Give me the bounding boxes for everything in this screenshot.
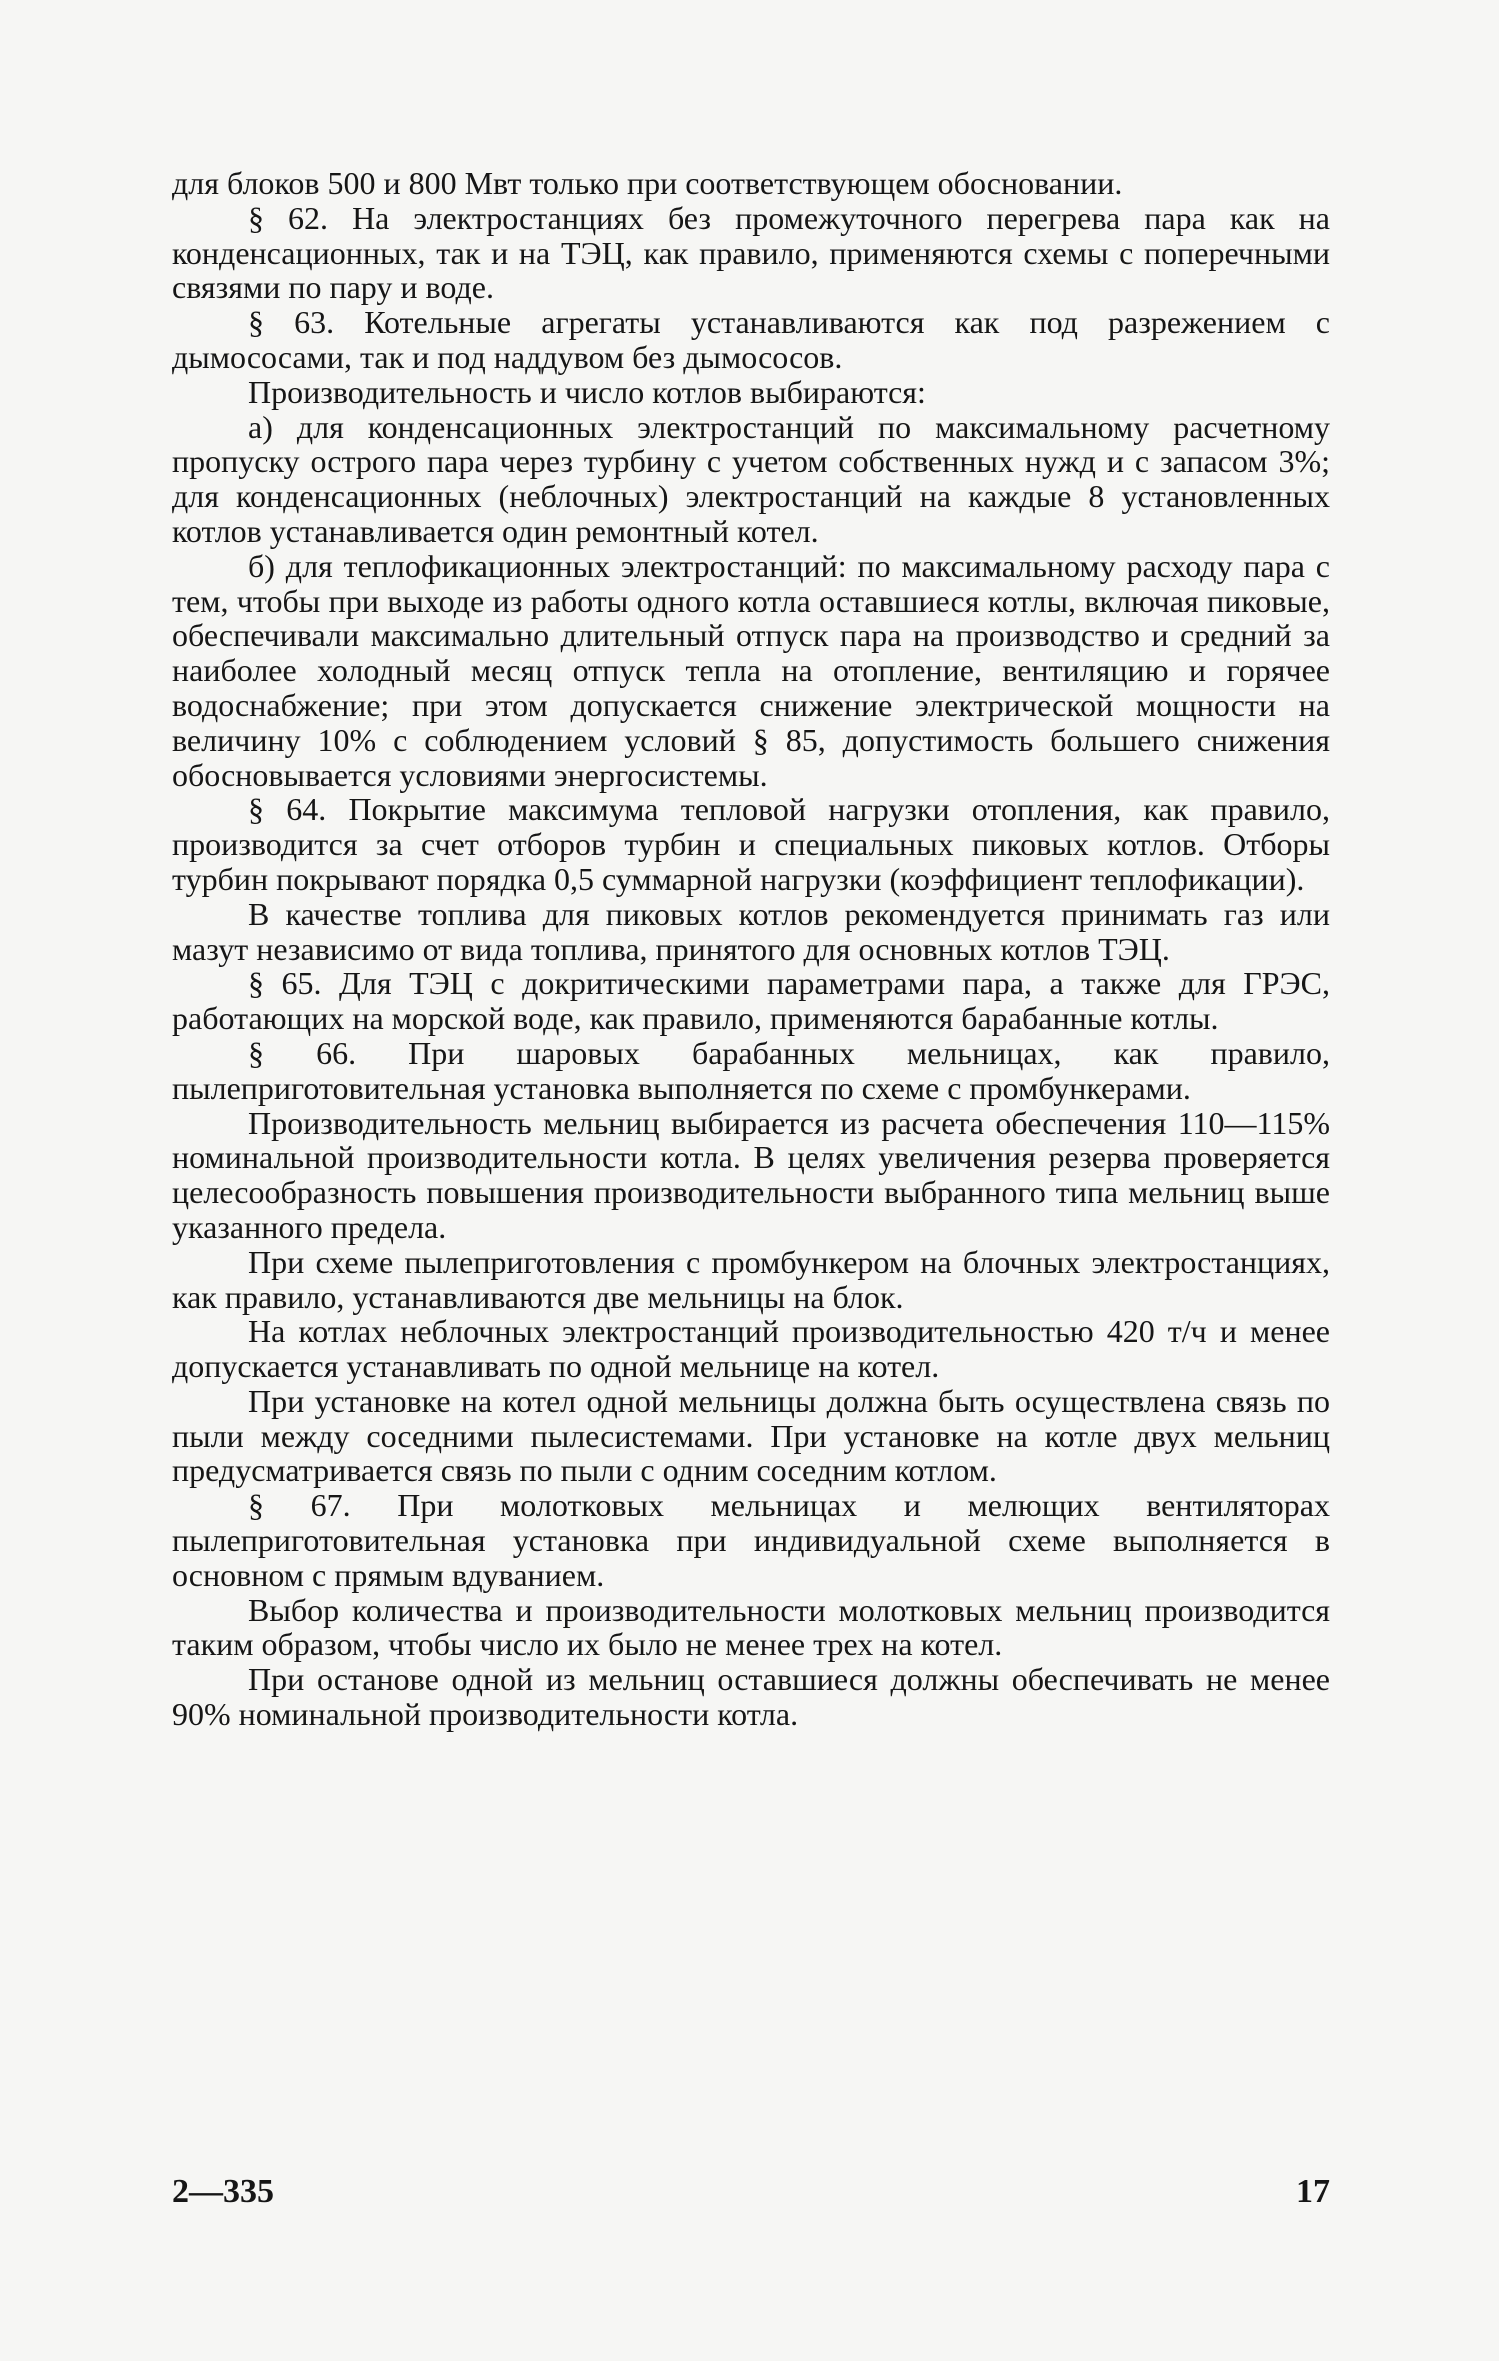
paragraph: В качестве топлива для пиковых котлов рекомендуется принимать газ или мазут независимо от вида топлива, принятого для основных котлов ТЭЦ. bbox=[172, 895, 1330, 967]
paragraph: Производительность и число котлов выбираются: bbox=[248, 373, 926, 410]
paragraph: б) для теплофикационных электростанций: по максимальному расходу пара с тем, чтобы при выходе из работы одного котла оставшиеся котлы, включая пиковые, обеспечивали максимально длительный отпуск пара на производство и средний за наиболее холодный месяц отпуск тепла на отопление, вентиляцию и горячее водоснабжение; при этом допускается снижение электрической мощности на величину 10% с соблюдением условий § 85, допустимость большего снижения обосновывается условиями энергосистемы. bbox=[172, 547, 1330, 793]
paragraph: § 64. Покрытие максимума тепловой нагрузки отопления, как правило, производится за счет отборов турбин и специальных пиковых котлов. Отборы турбин покрывают порядка 0,5 суммарной нагрузки (коэффициент теплофикации). bbox=[172, 791, 1330, 897]
signature-mark: 2—335 bbox=[172, 2173, 274, 2210]
paragraph: При установке на котел одной мельницы должна быть осуществлена связь по пыли между соседними пылесистемами. При установке на котле двух мельниц предусматривается связь по пыли с одним соседним котлом. bbox=[172, 1382, 1330, 1489]
page-number: 17 bbox=[1296, 2173, 1330, 2210]
paragraph: На котлах неблочных электростанций производительностью 420 т/ч и менее допускается устанавливать по одной мельнице на котел. bbox=[172, 1313, 1330, 1385]
paragraph: § 66. При шаровых барабанных мельницах, как правило, пылеприготовительная установка выполняется по схеме с промбункерами. bbox=[172, 1034, 1330, 1106]
paragraph: При схеме пылеприготовления с промбункером на блочных электростанциях, как правило, устанавливаются две мельницы на блок. bbox=[172, 1243, 1330, 1315]
paragraph: Производительность мельниц выбирается из расчета обеспечения 110—115% номинальной производительности котла. В целях увеличения резерва проверяется целесообразность повышения производительности выбранного типа мельниц выше указанного предела. bbox=[172, 1104, 1330, 1245]
paragraph: Выбор количества и производительности молотковых мельниц производится таким образом, чтобы число их было не менее трех на котел. bbox=[172, 1591, 1330, 1663]
paragraph: для блоков 500 и 800 Мвт только при соответствующем обосновании. bbox=[172, 165, 1123, 201]
body-text bbox=[172, 166, 1330, 1732]
paragraph: При останове одной из мельниц оставшиеся должны обеспечивать не менее 90% номинальной производительности котла. bbox=[172, 1661, 1330, 1733]
paragraph: § 67. При молотковых мельницах и мелющих вентиляторах пылеприготовительная установка при индивидуальной схеме выполняется в основном с прямым вдуванием. bbox=[172, 1487, 1330, 1593]
paragraph: а) для конденсационных электростанций по максимальному расчетному пропуску острого пара через турбину с учетом собственных нужд и с запасом 3%; для конденсационных (неблочных) электростанций на каждые 8 установленных котлов устанавливается один ремонтный котел. bbox=[172, 408, 1330, 549]
paragraph: § 63. Котельные агрегаты устанавливаются как под разрежением с дымососами, так и под наддувом без дымососов. bbox=[172, 304, 1330, 375]
paragraph: § 65. Для ТЭЦ с докритическими параметрами пара, а также для ГРЭС, работающих на морской воде, как правило, применяются барабанные котлы. bbox=[172, 965, 1330, 1037]
paragraph: § 62. На электростанциях без промежуточного перегрева пара как на конденсационных, так и на ТЭЦ, как правило, применяются схемы с поперечными связями по пару и воде. bbox=[172, 199, 1330, 306]
